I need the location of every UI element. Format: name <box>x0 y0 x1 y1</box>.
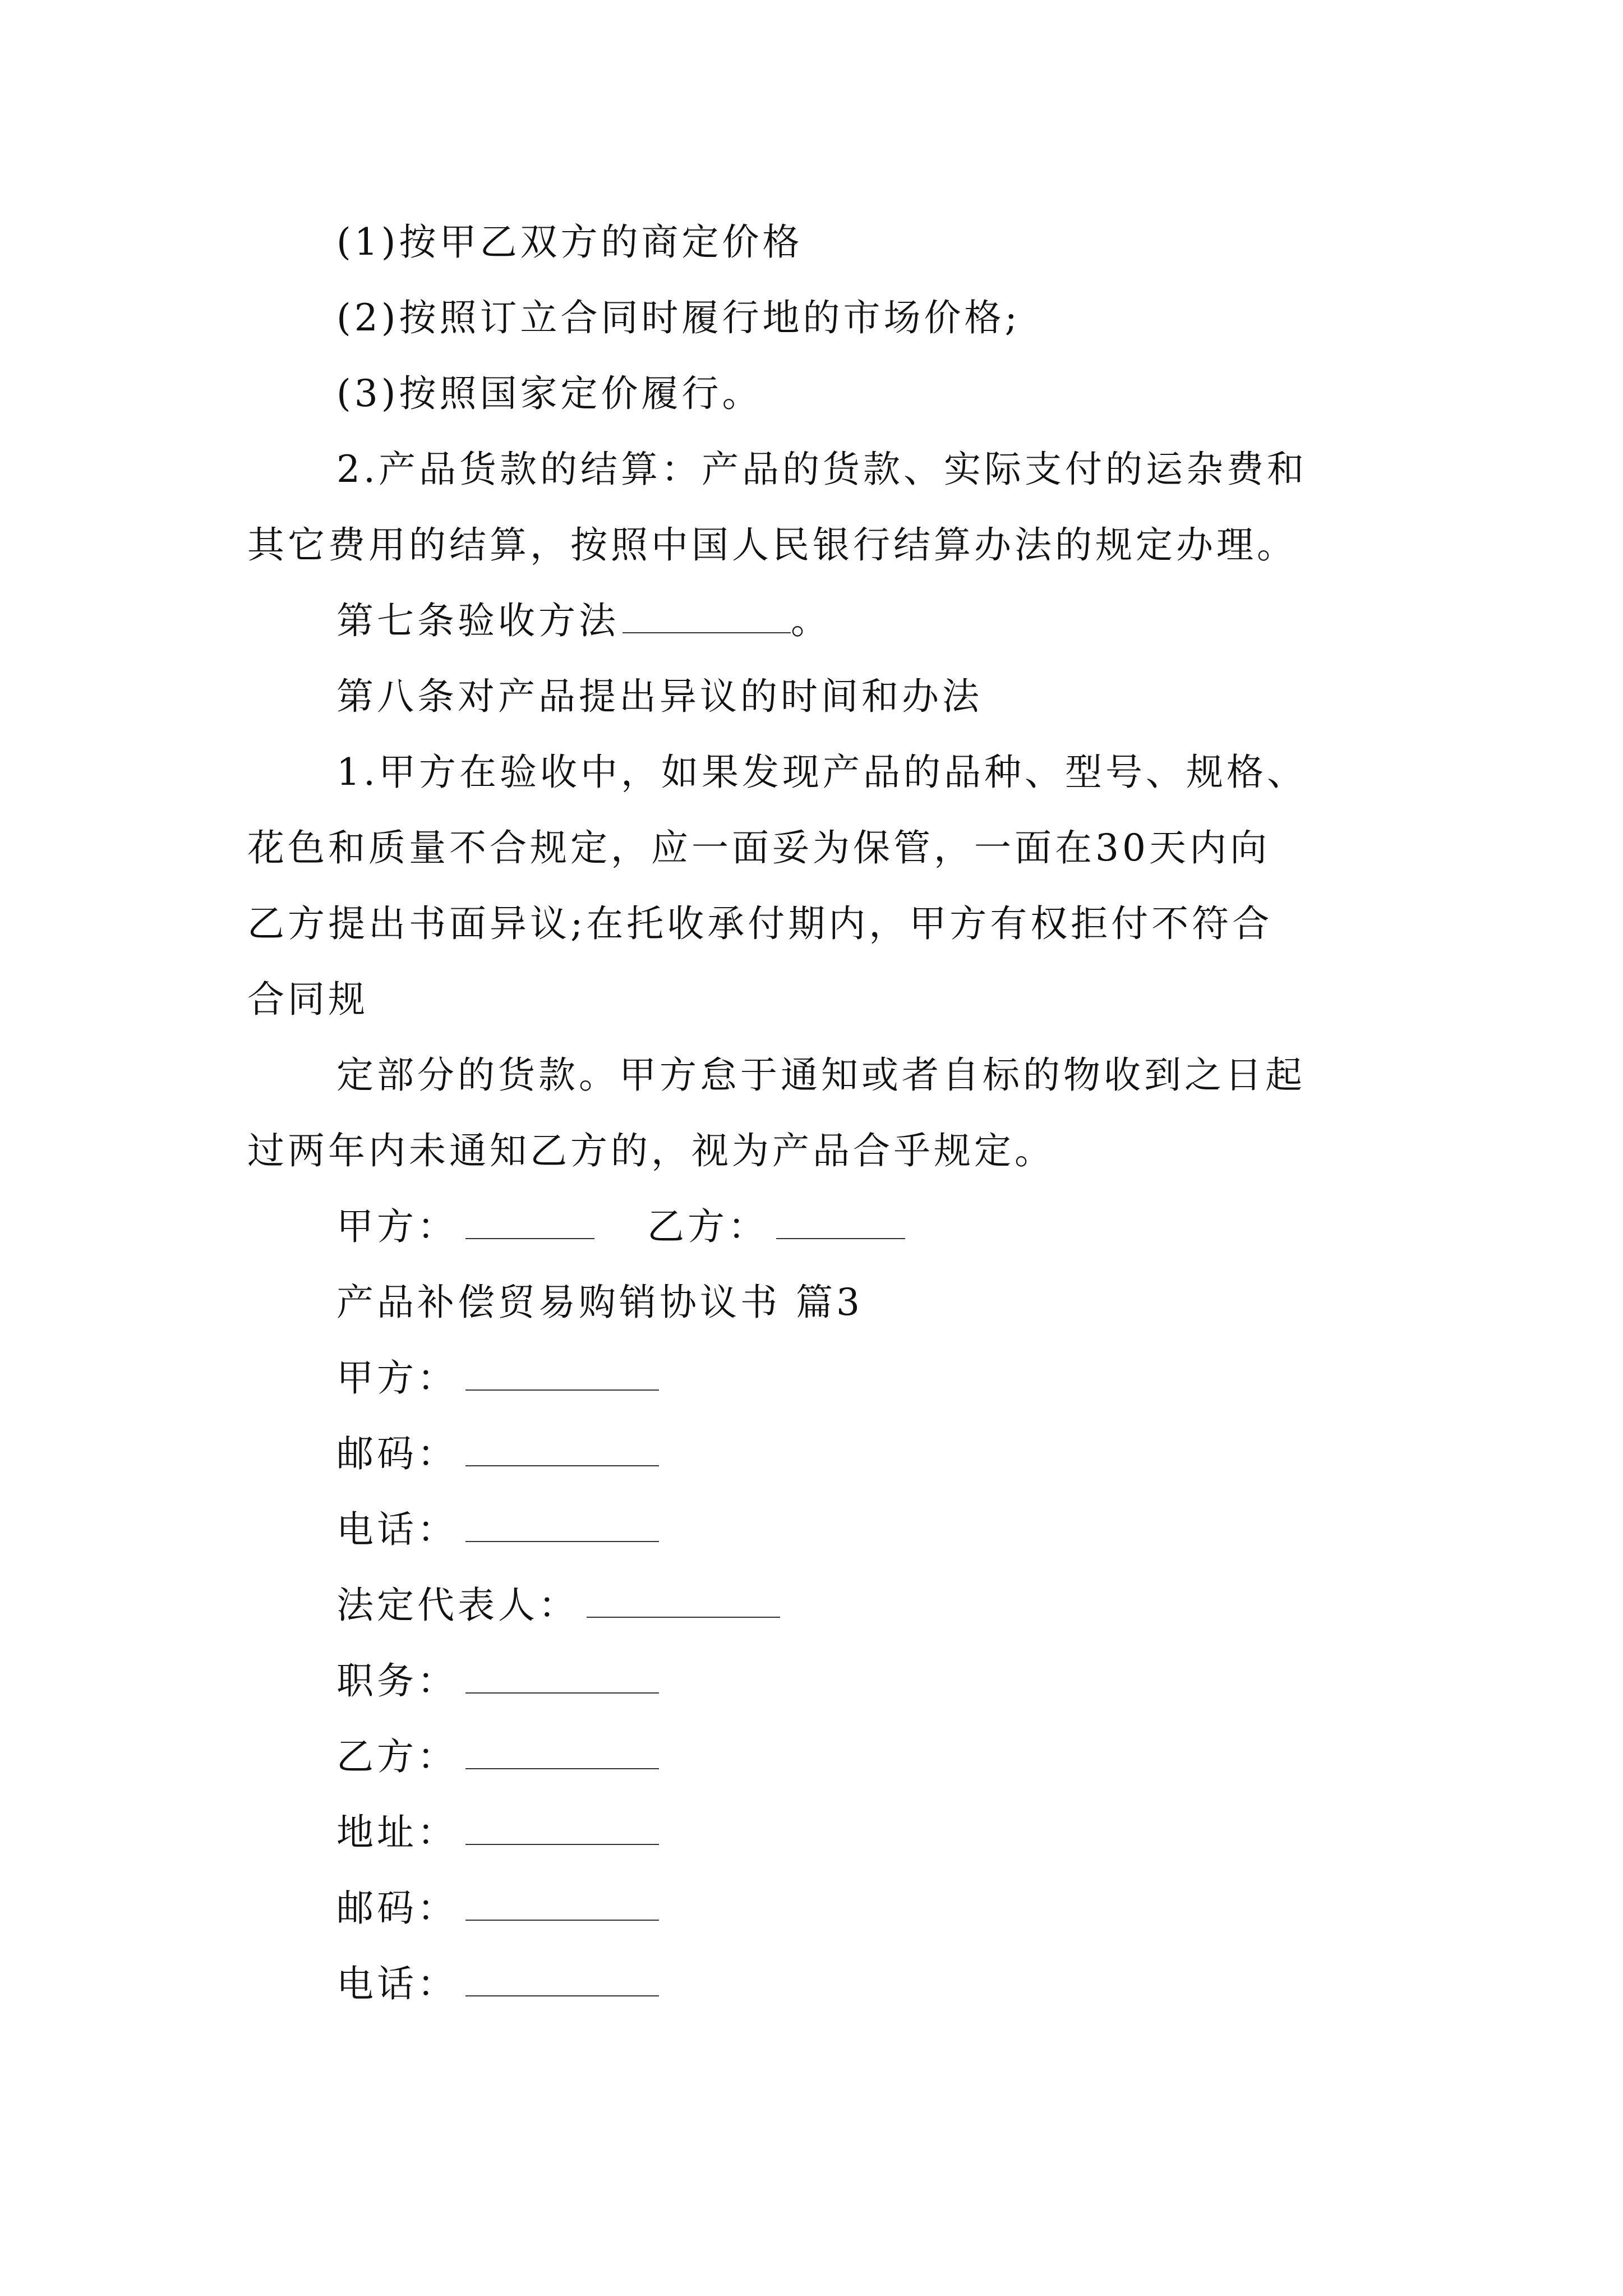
field-label: 职务： <box>336 1659 458 1703</box>
settlement-paragraph-line-1: 2.产品货款的结算：产品的货款、实际支付的运杂费和 <box>336 448 1307 491</box>
objection-paragraph-line-2: 花色和质量不合规定，应一面妥为保管，一面在30天内向 <box>247 826 1270 869</box>
field-position <box>336 1659 659 1704</box>
postcode-b-blank[interactable] <box>465 1888 659 1921</box>
article-7-text: 第七条验收方法 <box>336 599 619 642</box>
field-label: 法定代表人： <box>336 1584 579 1627</box>
field-label: 甲方： <box>336 1356 458 1400</box>
phone-a-blank[interactable] <box>465 1510 659 1542</box>
article-7-period: 。 <box>791 599 831 642</box>
address-b-blank[interactable] <box>465 1812 659 1845</box>
party-b-signature-label: 乙方： <box>647 1205 768 1248</box>
price-option-2: (2)按照订立合同时履行地的市场价格; <box>336 296 1021 339</box>
inspection-method-blank[interactable] <box>623 601 791 633</box>
field-postcode-a <box>336 1432 659 1476</box>
field-address-b <box>336 1810 659 1855</box>
section-title: 产品补偿贸易购销协议书 篇3 <box>336 1281 863 1324</box>
objection-paragraph-line-3: 乙方提出书面异议;在托收承付期内，甲方有权拒付不符合 <box>247 902 1273 945</box>
phone-b-blank[interactable] <box>465 1964 659 1996</box>
price-option-3: (3)按照国家定价履行。 <box>336 372 763 415</box>
field-label: 乙方： <box>336 1735 458 1778</box>
price-option-1: (1)按甲乙双方的商定价格 <box>336 220 803 264</box>
party-b-blank[interactable] <box>465 1737 659 1769</box>
position-blank[interactable] <box>465 1661 659 1694</box>
party-b-signature-blank[interactable] <box>776 1207 905 1239</box>
field-phone-b <box>336 1962 659 2007</box>
legal-representative-blank[interactable] <box>587 1585 780 1618</box>
article-8-heading: 第八条对产品提出异议的时间和办法 <box>336 675 983 718</box>
notice-paragraph-line-1: 定部分的货款。甲方怠于通知或者自标的物收到之日起 <box>336 1053 1306 1097</box>
party-a-blank[interactable] <box>465 1358 659 1391</box>
objection-paragraph-line-1: 1.甲方在验收中，如果发现产品的品种、型号、规格、 <box>336 751 1307 794</box>
notice-paragraph-line-2: 过两年内未通知乙方的，视为产品合乎规定。 <box>247 1129 1055 1172</box>
field-label: 电话： <box>336 1962 458 2005</box>
postcode-a-blank[interactable] <box>465 1434 659 1466</box>
field-legal-representative <box>336 1583 780 1628</box>
signature-row <box>336 1204 905 1249</box>
settlement-paragraph-line-2: 其它费用的结算，按照中国人民银行结算办法的规定办理。 <box>247 523 1297 567</box>
field-postcode-b <box>336 1886 659 1931</box>
field-label: 邮码： <box>336 1432 458 1475</box>
field-party-b <box>336 1734 659 1779</box>
field-label: 地址： <box>336 1811 458 1854</box>
field-label: 电话： <box>336 1508 458 1551</box>
article-7 <box>336 599 831 643</box>
field-party-a <box>336 1356 659 1401</box>
field-label: 邮码： <box>336 1887 458 1930</box>
party-a-signature-label: 甲方： <box>336 1205 458 1248</box>
objection-paragraph-line-4: 合同规 <box>247 978 368 1021</box>
party-a-signature-blank[interactable] <box>465 1207 594 1239</box>
field-phone-a <box>336 1507 659 1552</box>
